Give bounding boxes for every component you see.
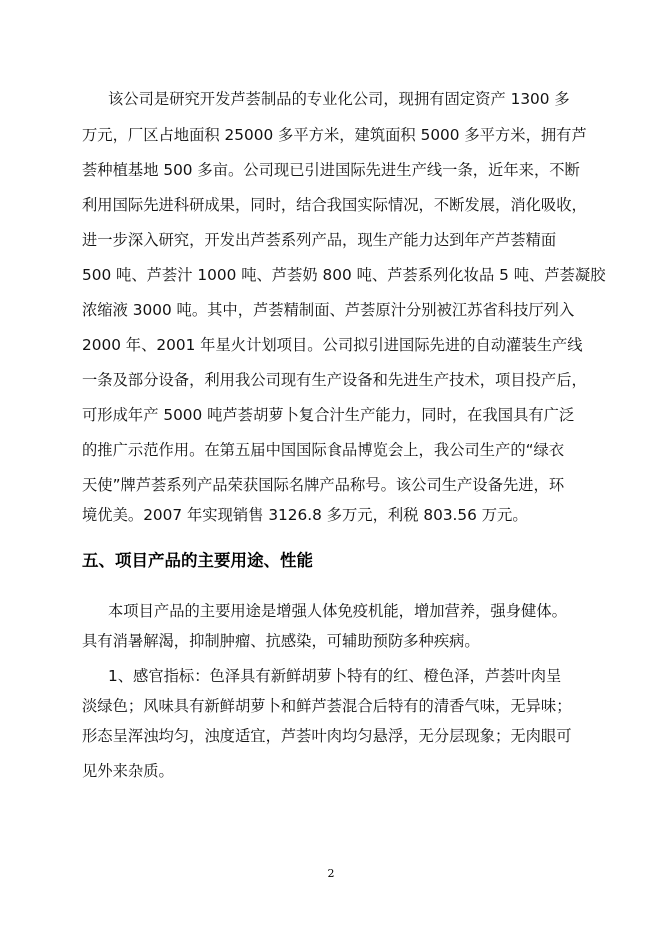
paragraph-line: 浓缩液 3000 吨。其中，芦荟精制面、芦荟原汁分别被江苏省科技厅列入 bbox=[82, 301, 575, 319]
paragraph-line: 500 吨、芦荟汁 1000 吨、芦荟奶 800 吨、芦荟系列化妆品 5 吨、芦荟凝胶 bbox=[82, 266, 606, 284]
section-heading: 五、项目产品的主要用途、性能 bbox=[82, 551, 313, 570]
paragraph-line: 本项目产品的主要用途是增强人体免疫机能，增加营养，强身健体。 bbox=[108, 602, 567, 620]
paragraph-line: 万元，厂区占地面积 25000 多平方米，建筑面积 5000 多平方米，拥有芦 bbox=[82, 126, 587, 144]
paragraph-line: 该公司是研究开发芦荟制品的专业化公司，现拥有固定资产 1300 多 bbox=[108, 90, 570, 108]
paragraph-line: 淡绿色；风味具有新鲜胡萝卜和鲜芦荟混合后特有的清香气味，无异味； bbox=[82, 697, 572, 715]
paragraph-line: 境优美。2007 年实现销售 3126.8 多万元，利税 803.56 万元。 bbox=[82, 506, 528, 524]
paragraph-line: 见外来杂质。 bbox=[82, 762, 174, 780]
paragraph-line: 利用国际先进科研成果，同时，结合我国实际情况，不断发展，消化吸收， bbox=[82, 196, 587, 214]
paragraph-line: 2000 年、2001 年星火计划项目。公司拟引进国际先进的自动灌装生产线 bbox=[82, 336, 583, 354]
paragraph-line: 天使”牌芦荟系列产品荣获国际名牌产品称号。该公司生产设备先进，环 bbox=[82, 476, 565, 494]
paragraph-line: 的推广示范作用。在第五届中国国际食品博览会上，我公司生产的“绿衣 bbox=[82, 441, 565, 459]
paragraph-line: 形态呈浑浊均匀，浊度适宜，芦荟叶肉均匀悬浮，无分层现象；无肉眼可 bbox=[82, 727, 572, 745]
paragraph-line: 1、感官指标：色泽具有新鲜胡萝卜特有的红、橙色泽，芦荟叶肉呈 bbox=[108, 667, 562, 685]
paragraph-line: 具有消暑解渴，抑制肿瘤、抗感染，可辅助预防多种疾病。 bbox=[82, 632, 480, 650]
paragraph-line: 进一步深入研究，开发出芦荟系列产品，现生产能力达到年产芦荟精面 bbox=[82, 231, 557, 249]
paragraph-line: 可形成年产 5000 吨芦荟胡萝卜复合汁生产能力，同时，在我国具有广泛 bbox=[82, 406, 575, 424]
page-number: 2 bbox=[327, 867, 335, 880]
paragraph-line: 荟种植基地 500 多亩。公司现已引进国际先进生产线一条，近年来，不断 bbox=[82, 161, 580, 179]
paragraph-line: 一条及部分设备，利用我公司现有生产设备和先进生产技术，项目投产后， bbox=[82, 371, 587, 389]
